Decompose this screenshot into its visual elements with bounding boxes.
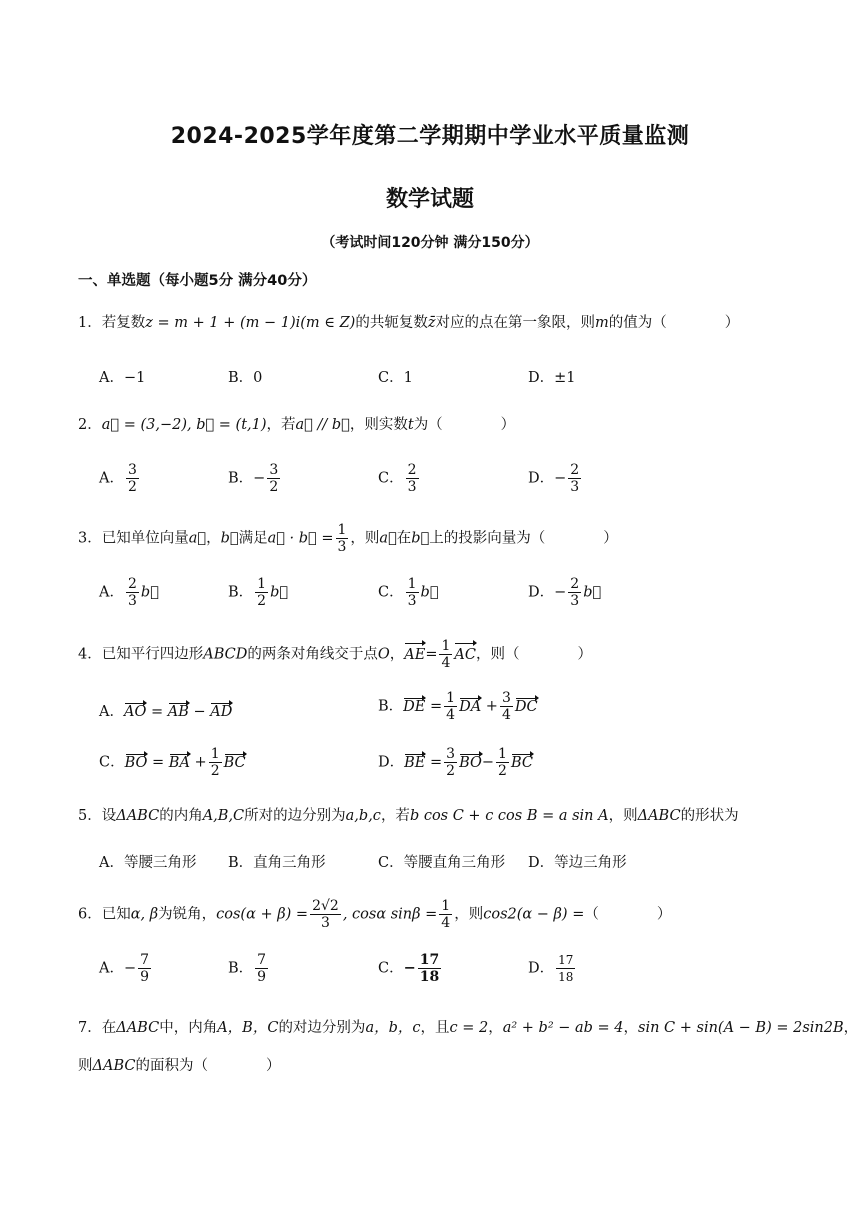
- q7-number: 7．: [78, 1020, 102, 1036]
- q3-option-b: B． $\frac{1}{2}$ b⃗: [228, 576, 289, 609]
- question-2: 2．a⃗ = (3,−2), b⃗ = (t,1)，若a⃗ // b⃗，则实数t为（ ）: [78, 417, 516, 433]
- q1-expression: z = m + 1 + (m − 1)i(m ∈ Z): [145, 315, 356, 331]
- exam-subtitle: 数学试题: [385, 187, 474, 212]
- q1-option-c: C．1: [378, 370, 413, 386]
- q2-option-a: A． $\frac{3}{2}$: [99, 462, 137, 495]
- q5-option-a: A．等腰三角形: [99, 855, 197, 871]
- q1-option-a: A．−1: [99, 370, 146, 386]
- q5-number: 5．: [78, 808, 102, 824]
- section-heading: 一、单选题（每小题5分 满分40分）: [78, 273, 317, 289]
- q6-number: 6．: [78, 906, 102, 923]
- q6-option-b: B． $\frac{7}{9}$: [228, 952, 267, 985]
- q3-number: 3．: [78, 530, 102, 547]
- q4-number: 4．: [78, 646, 102, 663]
- question-5: 5．设ΔABC的内角A,B,C所对的边分别为a,b,c，若b cos C + c cos B = a sin A，则ΔABC的形状为: [78, 808, 739, 824]
- q2-option-d: D．− $\frac{2}{3}$: [528, 462, 580, 495]
- q5-option-d: D．等边三角形: [528, 855, 627, 871]
- q4-option-a: A．AO = AB − AD: [99, 704, 233, 720]
- q4-option-c: C．BO = BA + $\frac{1}{2}$ BC: [99, 746, 246, 779]
- q5-option-c: C．等腰直角三角形: [378, 855, 506, 871]
- q3-dot-product: a⃗ · b⃗ =: [267, 530, 334, 547]
- exam-title: 2024-2025学年度第二学期期中学业水平质量监测: [170, 124, 690, 149]
- q6-option-c: C．− $\frac{17}{18}$: [378, 952, 440, 985]
- q4-option-d: D．BE = $\frac{3}{2}$ BO− $\frac{1}{2}$ BC: [378, 746, 533, 779]
- q5-condition: b cos C + c cos B = a sin A: [409, 808, 609, 824]
- q1-option-d: D．±1: [528, 370, 576, 386]
- q1-conjugate: z̄: [427, 315, 436, 331]
- question-3: 3．已知单位向量a⃗，b⃗满足a⃗ · b⃗ = $\frac{1}{3}$ ，则a⃗在b⃗上的投影向量为（ ）: [78, 522, 618, 555]
- q3-option-c: C． $\frac{1}{3}$ b⃗: [378, 576, 439, 609]
- question-7: 7．在ΔABC中，内角A，B，C的对边分别为a，b，c，且c = 2，a² + b² − ab = 4，sin C + sin(A − B) = 2sin2B，: [78, 1020, 859, 1036]
- q2-option-b: B．− $\frac{3}{2}$: [228, 462, 279, 495]
- q5-option-b: B．直角三角形: [228, 855, 326, 871]
- exam-info: （考试时间120分钟 满分150分）: [321, 235, 539, 251]
- q1-number: 1．: [78, 315, 102, 331]
- q3-option-d: D．− $\frac{2}{3}$ b⃗: [528, 576, 602, 609]
- q4-option-b: B．DE = $\frac{1}{4}$ DA + $\frac{3}{4}$ DC: [378, 690, 538, 723]
- q2-expression: a⃗ = (3,−2), b⃗ = (t,1): [101, 417, 267, 433]
- q1-option-b: B．0: [228, 370, 263, 386]
- question-1: 1．若复数z = m + 1 + (m − 1)i(m ∈ Z)的共轭复数z̄对应的点在第一象限，则m的值为（ ）: [78, 315, 740, 331]
- q6-option-a: A．− $\frac{7}{9}$: [99, 952, 150, 985]
- q2-number: 2．: [78, 417, 102, 433]
- question-6: 6．已知α, β为锐角，cos(α + β) = $\frac{2√2}{3}$ , cosα sinβ = $\frac{1}{4}$ ，则cos2(α − β) =（ ）: [78, 898, 672, 931]
- q3-option-a: A． $\frac{2}{3}$ b⃗: [99, 576, 159, 609]
- q6-option-d: D． $\frac{17}{18}$: [528, 953, 574, 984]
- question-7-line-2: 则ΔABC的面积为（ ）: [78, 1058, 281, 1074]
- q2-option-c: C． $\frac{2}{3}$: [378, 462, 417, 495]
- question-4: 4．已知平行四边形ABCD的两条对角线交于点O，AE= $\frac{1}{4}$ AC，则（ ）: [78, 638, 592, 671]
